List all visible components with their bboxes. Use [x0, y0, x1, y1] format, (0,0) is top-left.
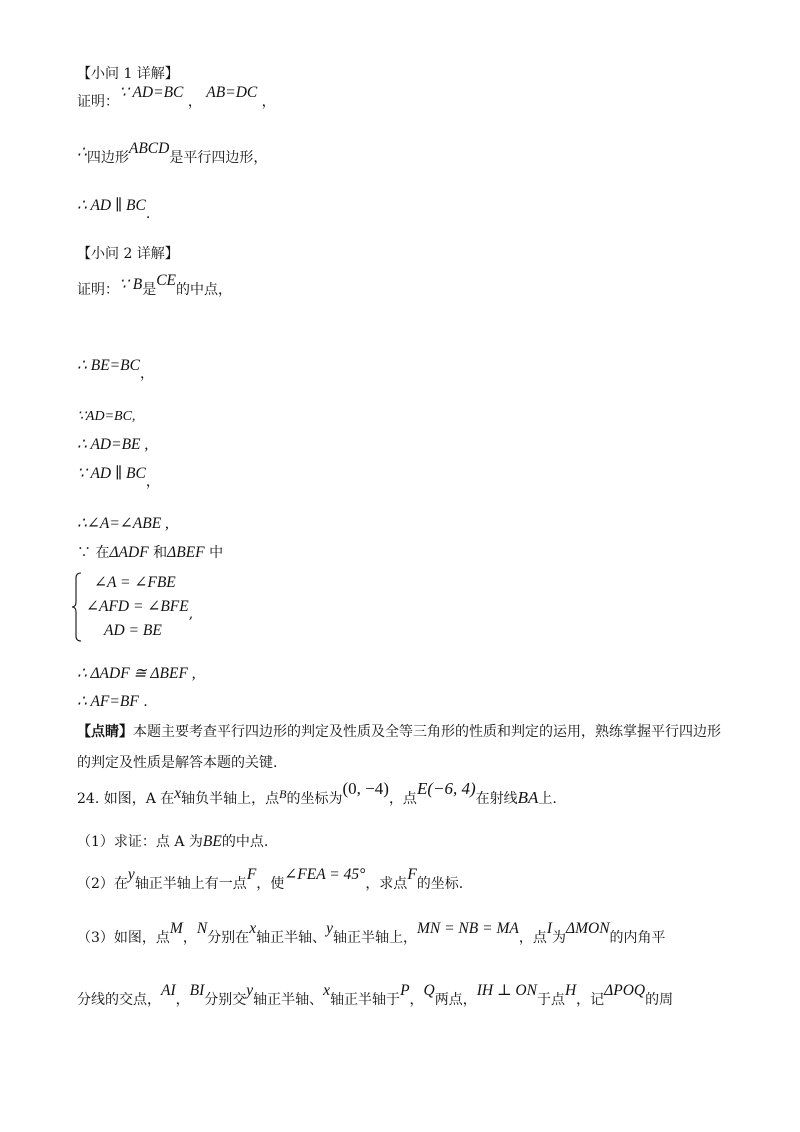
- q2-line5: ∵ AD ∥ BC，: [77, 465, 160, 490]
- q2-header: 【小问 2 详解】: [77, 246, 179, 262]
- q24-part3-line2: 分线的交点，AI，BI分别交y轴正半轴、x轴正半轴于P，Q两点，IH ⊥ ON于点H，记ΔPOQ的周: [77, 982, 674, 1008]
- q2-line4: ∴ AD=BE ,: [77, 436, 149, 453]
- q2-line8: ∴ ΔADF ≅ ΔBEF ,: [77, 665, 196, 682]
- comment-line1: 【点睛】本题主要考查平行四边形的判定及性质及全等三角形的性质和判定的运用，熟练掌握平行四边形: [77, 724, 721, 740]
- q2-line9: ∴ AF=BF .: [77, 693, 148, 710]
- system-eq2: ∠AFD = ∠BFE,: [86, 598, 194, 622]
- system-eq3: AD = BE: [104, 622, 162, 639]
- left-brace: [72, 572, 82, 642]
- system-eq1: ∠A = ∠FBE: [94, 574, 176, 591]
- q2-line2: ∴ BE=BC，: [77, 357, 154, 382]
- q2-line1: 证明：∵ B是CE的中点，: [77, 272, 233, 298]
- q1-line2: ∴四边形ABCD是平行四边形，: [77, 140, 268, 166]
- q2-line6: ∴∠A=∠ABE ,: [77, 515, 169, 532]
- q24-stem: 24. 如图，A 在x轴负半轴上，点B的坐标为(0, −4)，点E(−6, 4)在射线BA上.: [77, 779, 557, 807]
- q2-line7: ∵ 在ΔADF 和ΔBEF 中: [77, 544, 224, 561]
- q2-line3: ∵AD=BC,: [77, 409, 136, 424]
- q24-part1: （1）求证：点 A 为BE的中点.: [77, 833, 269, 850]
- q24-part3-line1: （3）如图，点M，N分别在x轴正半轴、y轴正半轴上，MN = NB = MA，点I为ΔMON的内角平: [77, 920, 666, 946]
- comment-line2: 的判定及性质是解答本题的关键.: [77, 755, 278, 771]
- q24-part2: （2）在y轴正半轴上有一点F，使∠FEA = 45°，求点F的坐标.: [77, 866, 464, 892]
- q1-line1: 证明：∵ AD=BC ， AB=DC ，: [77, 84, 276, 110]
- q1-header: 【小问 1 详解】: [77, 66, 179, 82]
- q1-line3: ∴ AD ∥ BC.: [77, 197, 151, 222]
